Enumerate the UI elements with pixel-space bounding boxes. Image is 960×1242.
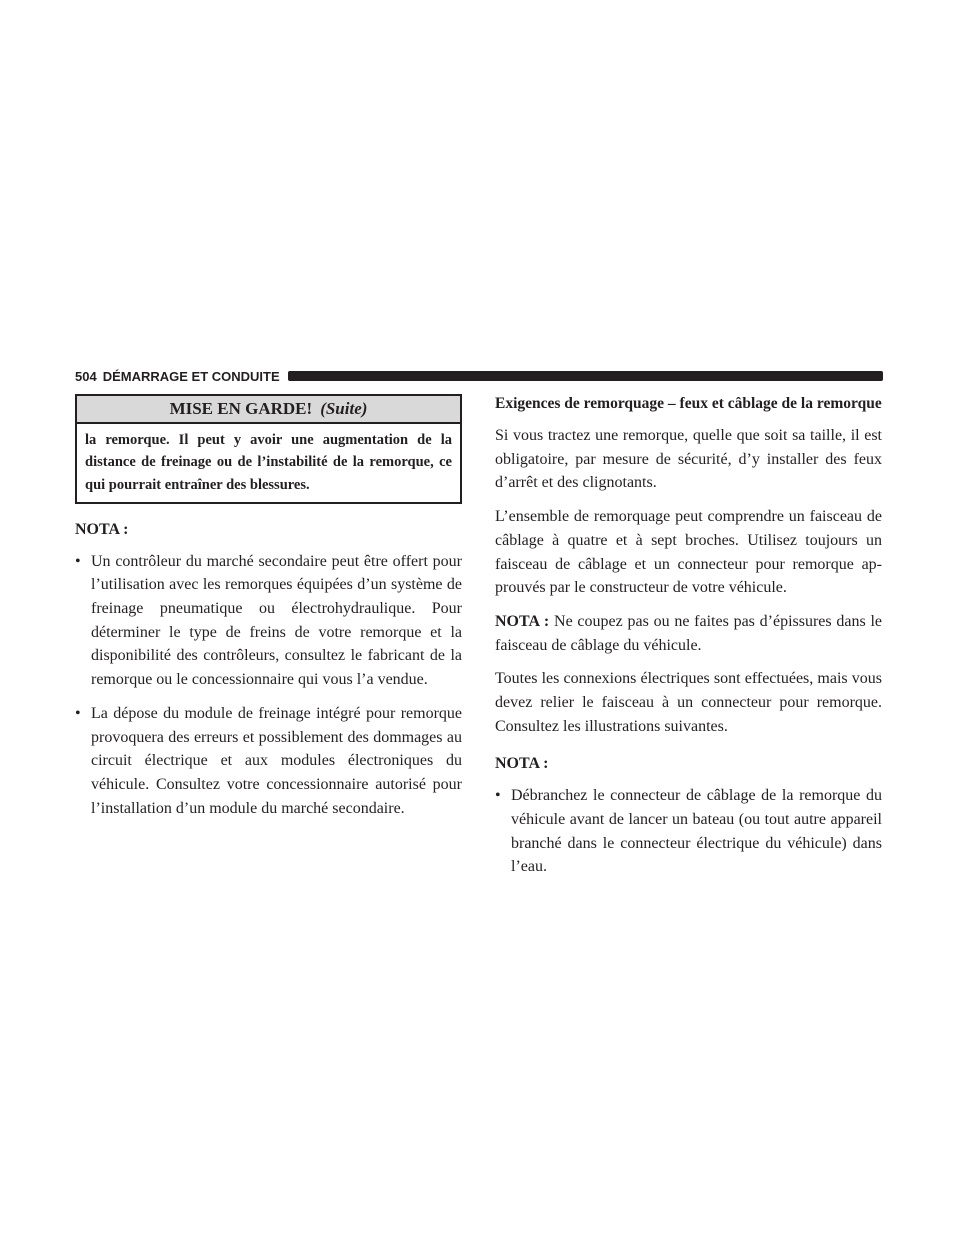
right-column: [495, 394, 882, 889]
paragraph: Toutes les connexions électriques sont effectuées, mais vous devez relier le faisceau à un connecteur pour remorque. Consultez les illustrations suivantes.: [495, 670, 882, 735]
section-heading: Exigences de remorquage – feux et câblage de la remorque: [495, 395, 882, 412]
nota-list: [495, 784, 882, 879]
page-header: [75, 366, 883, 386]
section-title: DÉMARRAGE ET CONDUITE: [102, 368, 280, 384]
header-rule: [288, 371, 883, 381]
nota-label: NOTA :: [75, 520, 129, 538]
warning-header: [77, 396, 460, 424]
page-number: 504: [75, 368, 97, 384]
nota-inline-text: Ne coupez pas ou ne faites pas d’épissures dans le faisceau de câblage du véhicule.: [495, 612, 883, 654]
left-column: [75, 394, 462, 830]
list-item: • La dépose du module de freinage intégré pour remorque provoquera des erreurs et possiblement des dommages au circuit électrique et aux modules électroniques du véhicule. Consultez votre concessionnaire autorisé pour l’installation d’un module du marché secondaire.: [75, 702, 462, 821]
nota-list: [75, 550, 462, 821]
warning-title: MISE EN GARDE!: [169, 399, 313, 418]
list-item: • Débranchez le connecteur de câblage de la remorque du véhicule avant de lancer un bateau (ou tout autre appareil branché dans le connecteur électrique du véhicule) dans l’eau.: [495, 784, 882, 879]
nota-label: NOTA :: [495, 755, 549, 773]
list-item: • Un contrôleur du marché secondaire peut être offert pour l’utilisation avec les remorques équipées d’un système de freinage pneumatique ou électrohydraulique. Pour déterminer le type de freins de votre remorque et la disponibilité des contrôleurs, consultez le fabricant de la remorque ou le concessionnaire qui vous l’a vendue.: [75, 550, 462, 692]
warning-continued: (Suite): [320, 399, 368, 418]
paragraph: Si vous tractez une remorque, quelle que soit sa taille, il est obligatoire, par mesure de sécurité, d’y installer des feux d’arrêt et des clignotants.: [495, 427, 882, 492]
nota-inline-label: NOTA :: [495, 612, 550, 630]
paragraph: L’ensemble de remorquage peut comprendre un faisceau de câblage à quatre et à sept broches. Utilisez toujours un faisceau de câblage et un connecteur pour remorque approuvés par le constructeur de votre véhicule.: [495, 508, 882, 597]
nota-paragraph: [495, 610, 882, 657]
warning-box: [75, 394, 462, 504]
warning-body: la remorque. Il peut y avoir une augmentation de la distance de freinage ou de l’instabilité de la remorque, ce qui pourrait entraîner des blessures.: [85, 432, 452, 493]
